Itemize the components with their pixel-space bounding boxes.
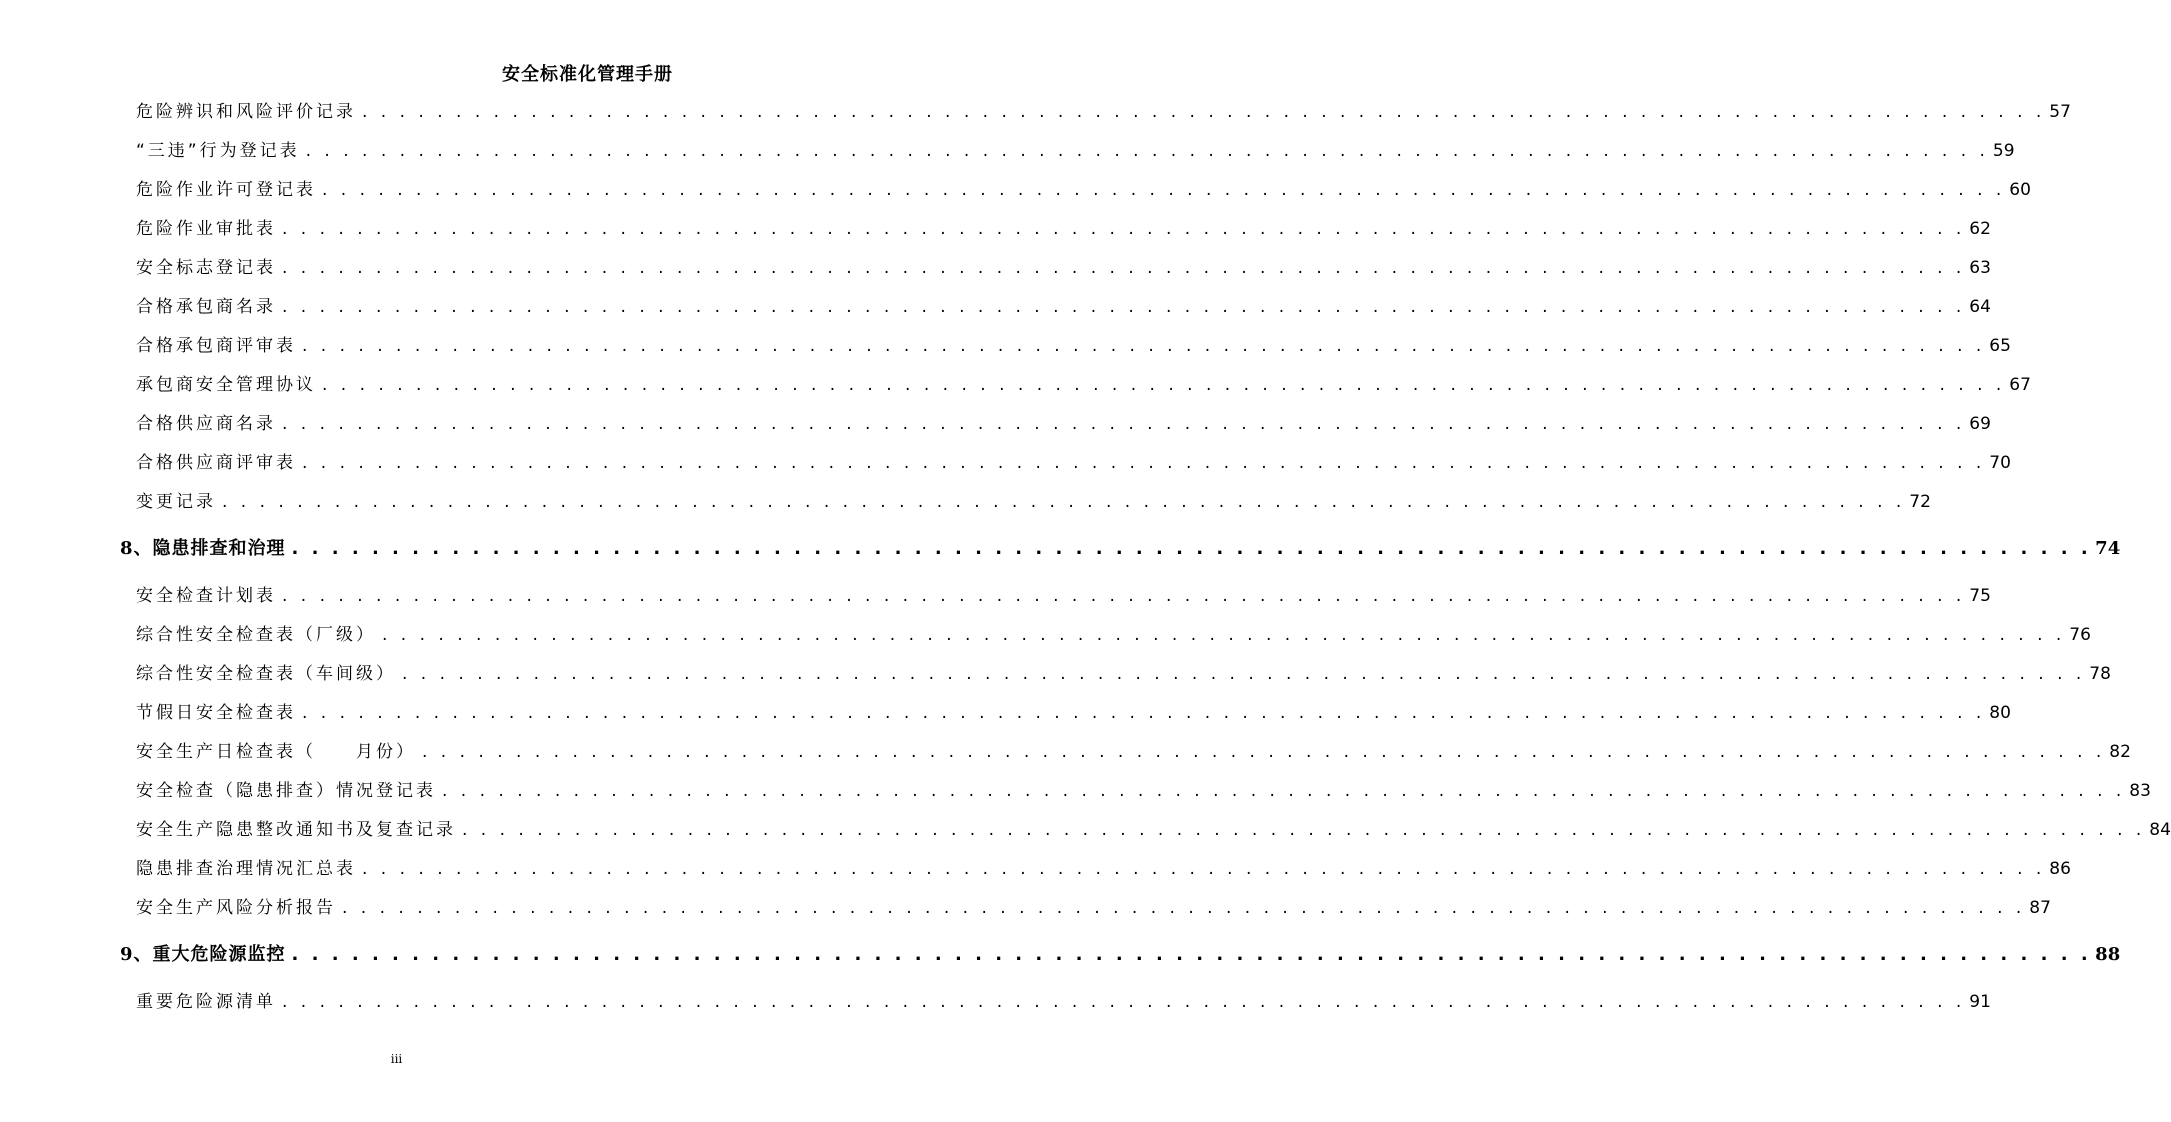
toc-entry[interactable] (136, 292, 1991, 317)
toc-title: 隐患排查治理情况汇总表 (136, 859, 356, 879)
toc-leader-dots: . . . . . . . . . . . . . . . . . . . . . . . . . . . . . . . . . . . . . . . . . . . . . . . . . . . . . . . . . . . . . . . . . . . . . . . . . . . . . . . . . . . . . . . . . . (282, 258, 1966, 278)
toc-entry[interactable] (136, 409, 1991, 434)
toc-title: 安全生产日检查表（ 月份） (136, 742, 416, 762)
toc-leader-dots: . . . . . . . . . . . . . . . . . . . . . . . . . . . . . . . . . . . . . . . . . . . . . . . . . . . . . . . . . . . . . . . . . . . . . . . . . . . . . . . . . . . . . . . . . . (322, 180, 2006, 200)
toc-title: 危险作业许可登记表 (136, 180, 316, 200)
toc-page-number: 91 (1969, 992, 1991, 1012)
toc-leader-dots: . . . . . . . . . . . . . . . . . . . . . . . . . . . . . . . . . . . . . . . . . . . . . . . . . . . . . . . . . . . . . . . . . . . . . . . . . . . . . . . . . . . . . . . . . . (362, 859, 2046, 879)
toc-title: “三违”行为登记表 (136, 141, 300, 161)
toc-title: 安全检查（隐患排查）情况登记表 (136, 781, 436, 801)
toc-page-number: 72 (1909, 492, 1931, 512)
toc-title: 安全检查计划表 (136, 586, 276, 606)
toc-leader-dots: . . . . . . . . . . . . . . . . . . . . . . . . . . . . . . . . . . . . . . . . . . . . . . . . . . . . . . . . . . . . . . . . . . . . . . . . . . . . . . . . . . . . . . . . . . (282, 414, 1966, 434)
toc-leader-dots: . . . . . . . . . . . . . . . . . . . . . . . . . . . . . . . . . . . . . . . . . . . . . . . . . . . . . . . . . . . . . . . . . . . . . . . . . . . . . . . . . . . . . . . . . . (442, 781, 2126, 801)
toc-entry[interactable] (136, 659, 2111, 684)
toc-page-number: 65 (1989, 336, 2011, 356)
toc-leader-dots: . . . . . . . . . . . . . . . . . . . . . . . . . . . . . . . . . . . . . . . . . . . . . . . . . . . . . . . . . . . . . . . . . . . . . . . . . . . . . . . . . . . . . . . . . . (282, 586, 1966, 606)
toc-leader-dots: . . . . . . . . . . . . . . . . . . . . . . . . . . . . . . . . . . . . . . . . . . . . . . . . . . . . . . . . . . . . . . . . . . . . . . . . . . . . . . . . . . . . . . . . . . (462, 820, 2146, 840)
toc-title: 合格供应商名录 (136, 414, 276, 434)
toc-leader-dots: . . . . . . . . . . . . . . . . . . . . . . . . . . . . . . . . . . . . . . . . . . . . . . . . . . . . . . . . . . . . . . . . . . . . . . . . . . . . . . . . . . . . . . . . . . (282, 992, 1966, 1012)
toc-entry[interactable] (136, 136, 2015, 161)
toc-page-number: 63 (1969, 258, 1991, 278)
toc-entry[interactable] (136, 448, 2011, 473)
toc-page-number: 83 (2129, 781, 2151, 801)
toc-entry[interactable] (136, 487, 1931, 512)
toc-entry[interactable] (136, 776, 2151, 801)
toc-page-number: 60 (2009, 180, 2031, 200)
toc-title: 承包商安全管理协议 (136, 375, 316, 395)
toc-entry[interactable] (136, 331, 2011, 356)
toc-entry[interactable] (136, 175, 2031, 200)
toc-leader-dots: . . . . . . . . . . . . . . . . . . . . . . . . . . . . . . . . . . . . . . . . . . . . . . . . . . . . . . . . . . . . . . . . . . . . . . . . . . . . . . . . . . . . . . . . . . (422, 742, 2106, 762)
toc-page-number: 88 (2095, 944, 2121, 965)
toc-title: 8、隐患排查和治理 (120, 538, 286, 559)
toc-entry[interactable] (136, 815, 2171, 840)
toc-page-number: 62 (1969, 219, 1991, 239)
toc-entry[interactable] (136, 893, 2051, 918)
toc-entry[interactable] (136, 97, 2071, 122)
toc-leader-dots: . . . . . . . . . . . . . . . . . . . . . . . . . . . . . . . . . . . . . . . . . . . . . . . . . . . . . . . . . . . . . . . . . . . . . . . . . . . . . . . . . . . . . . . . . . (402, 664, 2086, 684)
toc-entry[interactable] (136, 253, 1991, 278)
toc-leader-dots: . . . . . . . . . . . . . . . . . . . . . . . . . . . . . . . . . . . . . . . . . . . . . . . . . . . . . . . . . . . . . . . . . . . . . . . . . . . . . . . . . . . . . . . . . . (322, 375, 2006, 395)
toc-title: 合格供应商评审表 (136, 453, 296, 473)
toc-title: 节假日安全检查表 (136, 703, 296, 723)
toc-entry[interactable] (136, 581, 1991, 606)
toc-title: 变更记录 (136, 492, 216, 512)
toc-page-number: 57 (2049, 102, 2071, 122)
toc-leader-dots: . . . . . . . . . . . . . . . . . . . . . . . . . . . . . . . . . . . . . . . . . . . . . . . . . . . . . . . . . . . . . . . . . . . . . . . . . . . . . . . . . . . . . . . . . . (302, 453, 1986, 473)
toc-leader-dots: . . . . . . . . . . . . . . . . . . . . . . . . . . . . . . . . . . . . . . . . . . . . . . . . . . . . . . . . . . . . . . . . . . . . . . . . . . . . . . . . . . . . . . . . . . (382, 625, 2066, 645)
page-header-title: 安全标准化管理手册 (502, 64, 673, 85)
toc-leader-dots: . . . . . . . . . . . . . . . . . . . . . . . . . . . . . . . . . . . . . . . . . . . . . . . . . . . . . . . . . . . . . . . . . . . . . . . . . . . . . . . . . . . . . . . . . . (342, 898, 2026, 918)
toc-page-number: 87 (2029, 898, 2051, 918)
toc-section[interactable] (120, 940, 2121, 966)
toc-leader-dots: . . . . . . . . . . . . . . . . . . . . . . . . . . . . . . . . . . . . . . . . . . . . . . . . . . . . . . . . . . . . . . . . . . . . . . . . . . . . . . . . . . . . . . . . . . (305, 141, 1989, 161)
toc-title: 合格承包商评审表 (136, 336, 296, 356)
toc-page-number: 78 (2089, 664, 2111, 684)
toc-title: 危险辨识和风险评价记录 (136, 102, 356, 122)
toc-entry[interactable] (136, 987, 1991, 1012)
toc-title: 安全生产风险分析报告 (136, 898, 336, 918)
toc-title: 安全标志登记表 (136, 258, 276, 278)
toc-title: 重要危险源清单 (136, 992, 276, 1012)
toc-page-number: 59 (1992, 141, 2015, 161)
toc-entry[interactable] (136, 737, 2131, 762)
toc-title: 综合性安全检查表（厂级） (136, 625, 376, 645)
toc-title: 9、重大危险源监控 (120, 944, 286, 965)
toc-leader-dots: . . . . . . . . . . . . . . . . . . . . . . . . . . . . . . . . . . . . . . . . . . . . . . . . . . . . . . . . . . . . . . . . . . . . . . . . . . . . . . . . . . . . . . . . . . (222, 492, 1906, 512)
toc-page-number: 86 (2049, 859, 2071, 879)
toc-title: 合格承包商名录 (136, 297, 276, 317)
toc-leader-dots: . . . . . . . . . . . . . . . . . . . . . . . . . . . . . . . . . . . . . . . . . . . . . . . . . . . . . . . . . . . . . . . . . . . . . . . . . . . . . . . . . . . . . . . . . . (362, 102, 2046, 122)
toc-page-number: 82 (2109, 742, 2131, 762)
toc-leader-dots: . . . . . . . . . . . . . . . . . . . . . . . . . . . . . . . . . . . . . . . . . . . . . . . . . . . . . . . . . . . . . . . . . . . . . . . . . . . . . . . . . . . . . . . . . . (291, 944, 2092, 965)
toc-page-number: 84 (2149, 820, 2171, 840)
toc-page-number: 67 (2009, 375, 2031, 395)
toc-page-number: 69 (1969, 414, 1991, 434)
toc-title: 综合性安全检查表（车间级） (136, 664, 396, 684)
toc-title: 安全生产隐患整改通知书及复查记录 (136, 820, 456, 840)
toc-entry[interactable] (136, 214, 1991, 239)
toc-leader-dots: . . . . . . . . . . . . . . . . . . . . . . . . . . . . . . . . . . . . . . . . . . . . . . . . . . . . . . . . . . . . . . . . . . . . . . . . . . . . . . . . . . . . . . . . . . (282, 219, 1966, 239)
toc-page-number: 74 (2095, 538, 2121, 559)
toc-entry[interactable] (136, 370, 2031, 395)
toc-entry[interactable] (136, 620, 2091, 645)
toc-page-number: 64 (1969, 297, 1991, 317)
toc-entry[interactable] (136, 698, 2011, 723)
toc-page-number: 70 (1989, 453, 2011, 473)
toc-entry[interactable] (136, 854, 2071, 879)
toc-page-number: 80 (1989, 703, 2011, 723)
toc-page-number: 75 (1969, 586, 1991, 606)
toc-leader-dots: . . . . . . . . . . . . . . . . . . . . . . . . . . . . . . . . . . . . . . . . . . . . . . . . . . . . . . . . . . . . . . . . . . . . . . . . . . . . . . . . . . . . . . . . . . (302, 336, 1986, 356)
toc-leader-dots: . . . . . . . . . . . . . . . . . . . . . . . . . . . . . . . . . . . . . . . . . . . . . . . . . . . . . . . . . . . . . . . . . . . . . . . . . . . . . . . . . . . . . . . . . . (302, 703, 1986, 723)
toc-leader-dots: . . . . . . . . . . . . . . . . . . . . . . . . . . . . . . . . . . . . . . . . . . . . . . . . . . . . . . . . . . . . . . . . . . . . . . . . . . . . . . . . . . . . . . . . . . (282, 297, 1966, 317)
page-number: iii (390, 1052, 403, 1066)
toc-page-number: 76 (2069, 625, 2091, 645)
toc-title: 危险作业审批表 (136, 219, 276, 239)
toc-leader-dots: . . . . . . . . . . . . . . . . . . . . . . . . . . . . . . . . . . . . . . . . . . . . . . . . . . . . . . . . . . . . . . . . . . . . . . . . . . . . . . . . . . . . . . . . . . (291, 538, 2092, 559)
toc-section[interactable] (120, 534, 2121, 560)
